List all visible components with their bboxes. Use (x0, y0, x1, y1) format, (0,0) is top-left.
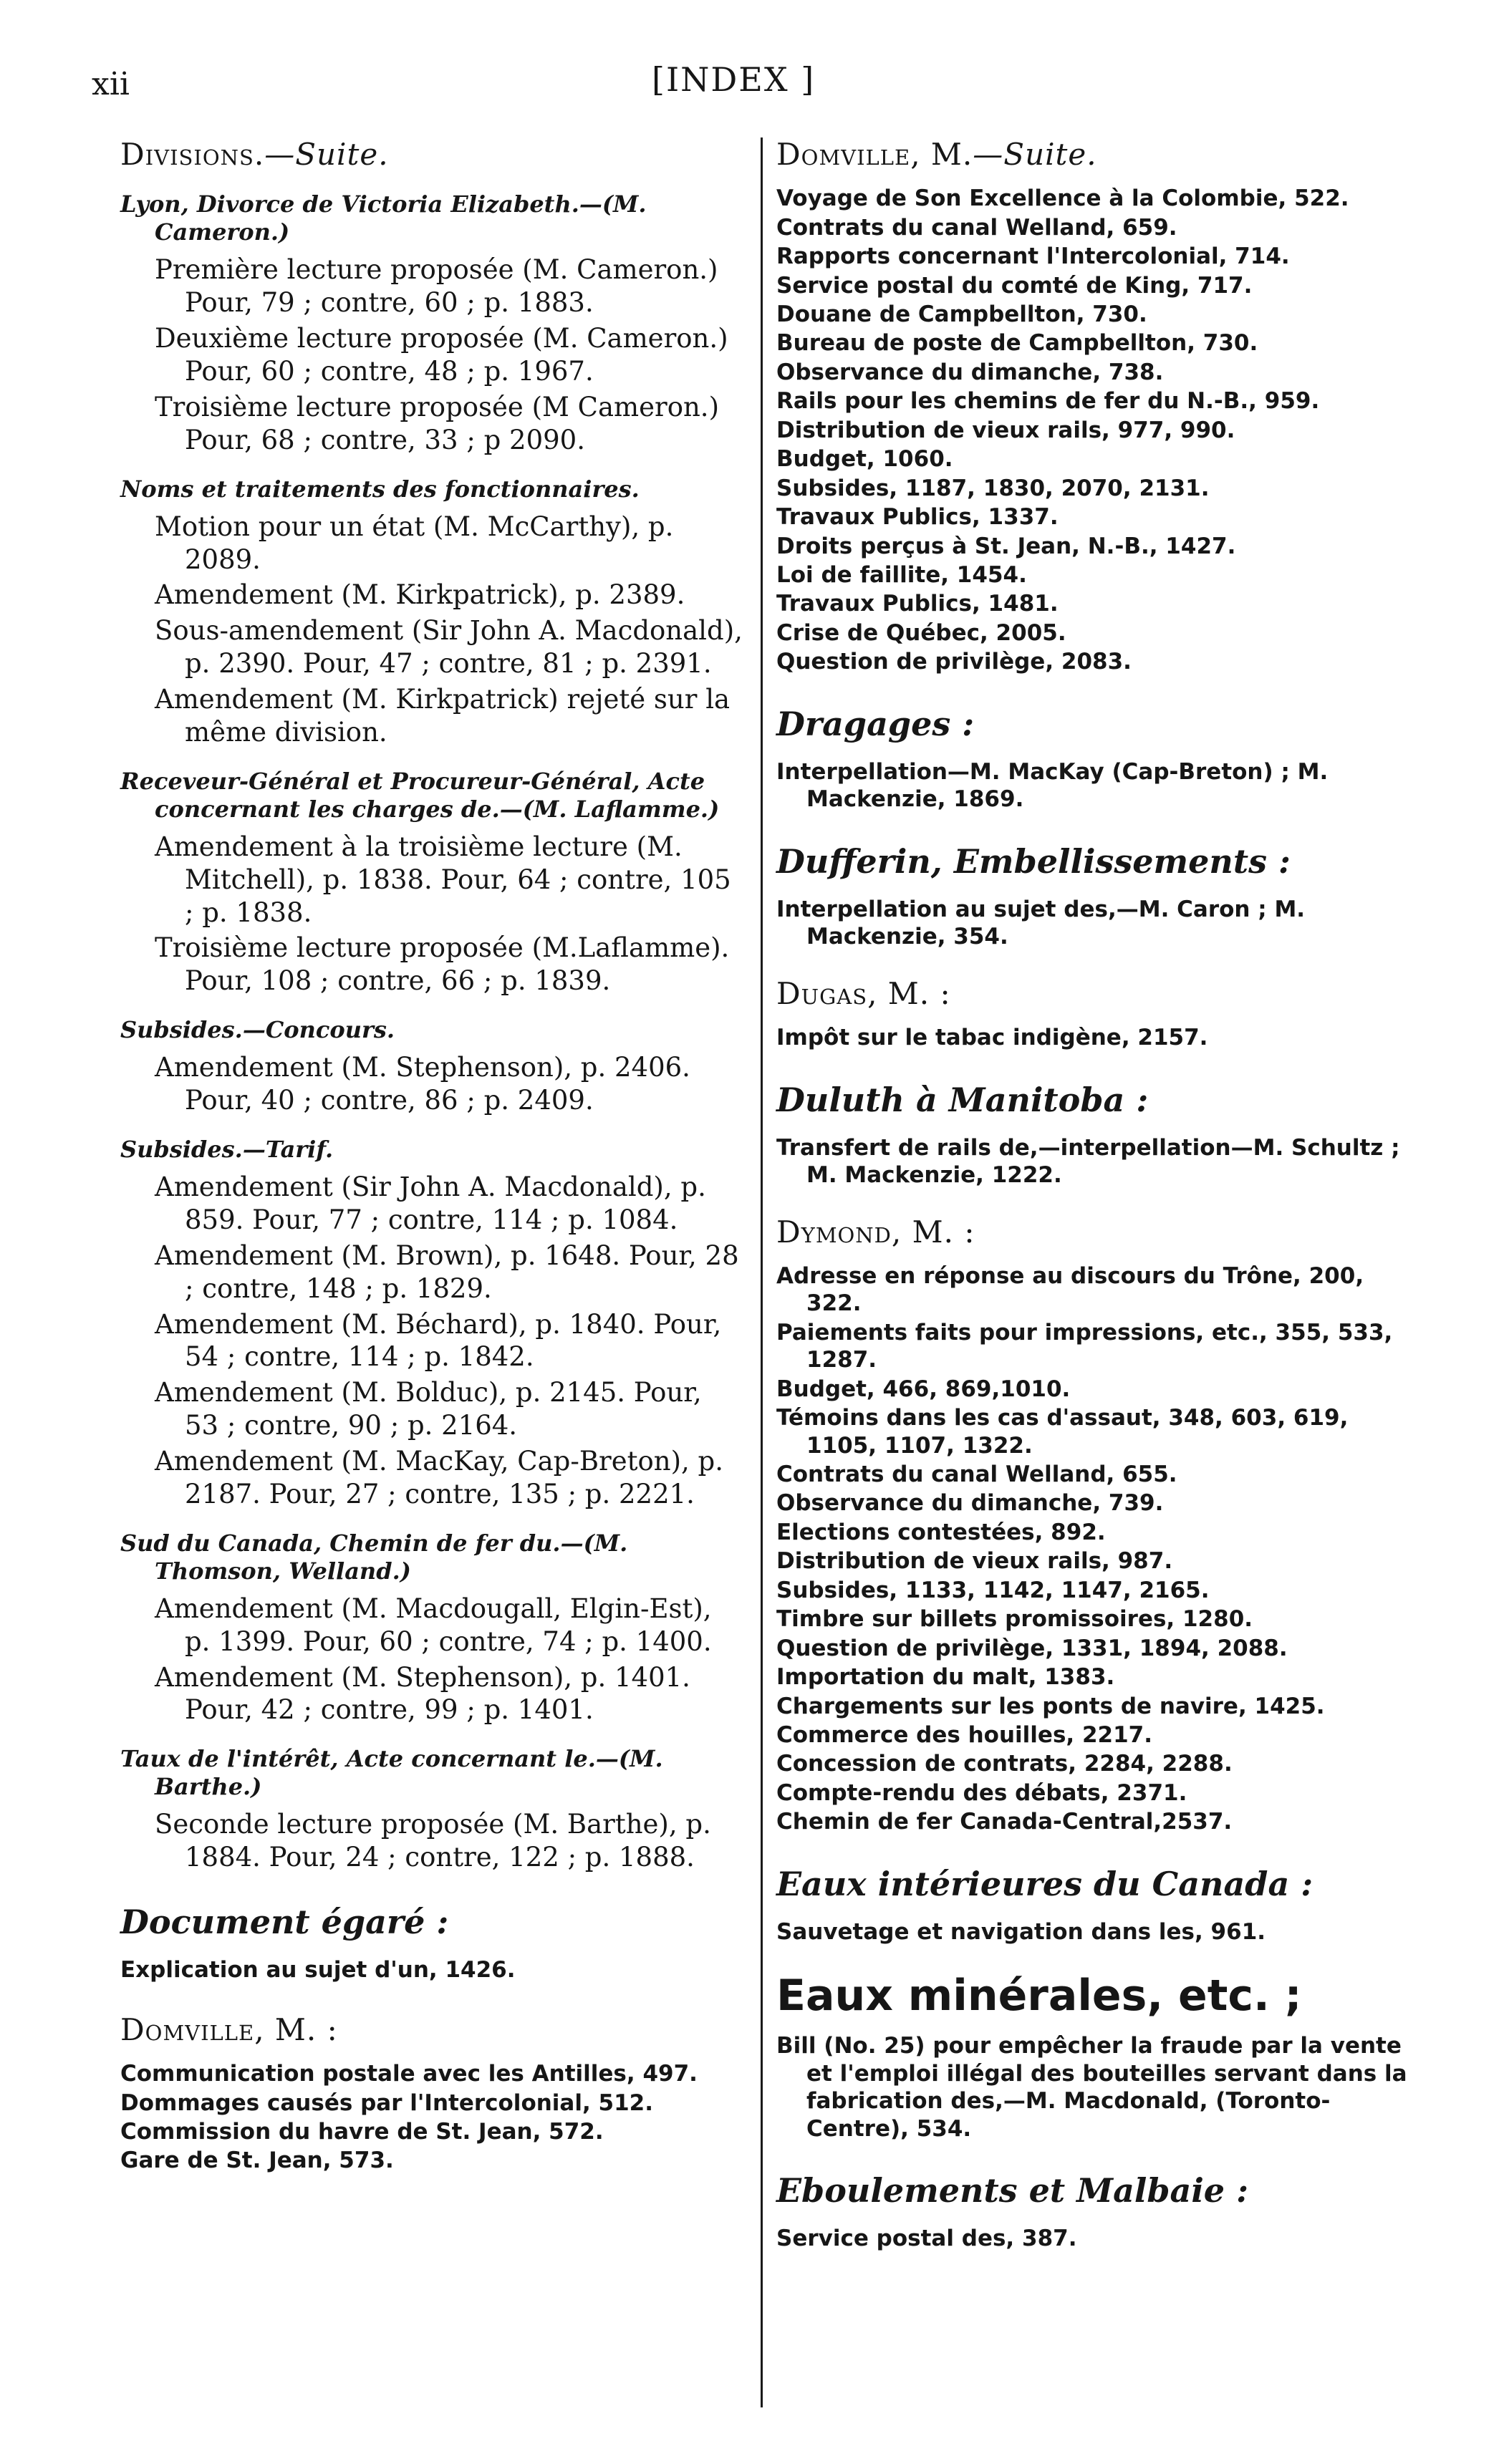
entry-dragages-1: Interpellation—M. MacKay (Cap-Breton) ; M. Mackenzie, 1869. (776, 758, 1329, 813)
sub-sud: Sud du Canada, Chemin de fer du.—(M. Thomson, Welland.) (120, 1529, 628, 1585)
entry-domville-suite-13: Droits perçus à St. Jean, N.-B., 1427. (776, 533, 1236, 559)
entry-dufferin-1: Interpellation au sujet des,—M. Caron ; M. Mackenzie, 354. (776, 896, 1306, 950)
entry-domville-suite-14: Loi de faillite, 1454. (776, 561, 1027, 588)
entry-eaux-minerales-1: Bill (No. 25) pour empêcher la fraude par la vente et l'emploi illégal des bouteilles servant dans la fabrication des,—M. Macdonald, (Toronto-Centre), 534. (776, 2033, 1407, 2142)
entry-domville-suite-5: Douane de Campbellton, 730. (776, 301, 1147, 328)
entry-sud-2: Amendement (M. Stephenson), p. 1401. Pour, 42 ; contre, 99 ; p. 1401. (155, 1661, 690, 1726)
entry-document-egare-1: Explication au sujet d'un, 1426. (120, 1957, 516, 1984)
entry-duluth-1: Transfert de rails de,—interpellation—M. Schultz ; M. Mackenzie, 1222. (776, 1134, 1400, 1189)
entry-dymond-2: Paiements faits pour impressions, etc., 355, 533, 1287. (776, 1319, 1393, 1373)
entry-domville-suite-10: Budget, 1060. (776, 446, 953, 473)
entry-domville-suite-11: Subsides, 1187, 1830, 2070, 2131. (776, 475, 1210, 501)
entry-lyon-2: Deuxième lecture proposée (M. Cameron.) Pour, 60 ; contre, 48 ; p. 1967. (155, 323, 728, 387)
entry-domville-1: Communication postale avec les Antilles, 497. (120, 2061, 698, 2087)
entry-domville-suite-12: Travaux Publics, 1337. (776, 504, 1059, 531)
entry-sud-1: Amendement (M. Macdougall, Elgin-Est), p. 1399. Pour, 60 ; contre, 74 ; p. 1400. (155, 1593, 712, 1657)
entry-dymond-1: Adresse en réponse au discours du Trône, 200, 322. (776, 1262, 1364, 1317)
entry-dymond-12: Importation du malt, 1383. (776, 1664, 1115, 1691)
heading-dragages: Dragages : (776, 704, 975, 743)
left-column (120, 137, 743, 2176)
entry-domville-2: Dommages causés par l'Intercolonial, 512. (120, 2089, 654, 2116)
entry-dymond-13: Chargements sur les ponts de navire, 1425. (776, 1693, 1325, 1719)
entry-noms-3: Sous-amendement (Sir John A. Macdonald), p. 2390. Pour, 47 ; contre, 81 ; p. 2391. (155, 615, 743, 680)
entry-tarif-4: Amendement (M. Bolduc), p. 2145. Pour, 53 ; contre, 90 ; p. 2164. (155, 1377, 702, 1441)
entry-dymond-7: Elections contestées, 892. (776, 1519, 1106, 1545)
heading-dufferin: Dufferin, Embellissements : (776, 841, 1291, 881)
heading-duluth: Duluth à Manitoba : (776, 1080, 1149, 1119)
entry-dugas-1: Impôt sur le tabac indigène, 2157. (776, 1025, 1208, 1051)
entry-domville-suite-3: Rapports concernant l'Intercolonial, 714. (776, 243, 1290, 270)
entry-noms-4: Amendement (M. Kirkpatrick) rejeté sur la même division. (155, 684, 731, 748)
entry-dymond-4: Témoins dans les cas d'assaut, 348, 603, 619, 1105, 1107, 1322. (776, 1405, 1349, 1459)
entry-dymond-3: Budget, 466, 869,1010. (776, 1376, 1071, 1402)
entry-domville-suite-17: Question de privilège, 2083. (776, 649, 1132, 675)
entry-lyon-1: Première lecture proposée (M. Cameron.) Pour, 79 ; contre, 60 ; p. 1883. (155, 254, 718, 319)
entry-tarif-1: Amendement (Sir John A. Macdonald), p. 859. Pour, 77 ; contre, 114 ; p. 1084. (155, 1171, 706, 1235)
entry-domville-suite-16: Crise de Québec, 2005. (776, 619, 1066, 646)
entry-dymond-11: Question de privilège, 1331, 1894, 2088. (776, 1635, 1288, 1661)
entry-dymond-16: Compte-rendu des débats, 2371. (776, 1779, 1187, 1806)
entry-tarif-2: Amendement (M. Brown), p. 1648. Pour, 28 ; contre, 148 ; p. 1829. (155, 1240, 739, 1304)
heading-domville: Domville, M. : (120, 2011, 338, 2047)
sub-lyon: Lyon, Divorce de Victoria Elizabeth.—(M. Cameron.) (120, 190, 647, 246)
right-column (776, 137, 1421, 2254)
entry-domville-suite-1: Voyage de Son Excellence à la Colombie, 522. (776, 185, 1349, 212)
entry-dymond-15: Concession de contrats, 2284, 2288. (776, 1751, 1233, 1777)
running-head: [INDEX ] (652, 60, 816, 99)
entry-eaux-interieures-1: Sauvetage et navigation dans les, 961. (776, 1918, 1266, 1945)
sub-tarif: Subsides.—Tarif. (120, 1135, 334, 1163)
entry-domville-suite-2: Contrats du canal Welland, 659. (776, 214, 1177, 241)
entry-eboulements-1: Service postal des, 387. (776, 2226, 1077, 2252)
heading-domville-suite-word: —Suite. (973, 137, 1097, 172)
entry-dymond-10: Timbre sur billets promissoires, 1280. (776, 1606, 1253, 1633)
entry-lyon-3: Troisième lecture proposée (M Cameron.) Pour, 68 ; contre, 33 ; p 2090. (155, 391, 720, 455)
entry-domville-suite-15: Travaux Publics, 1481. (776, 591, 1059, 617)
entry-domville-suite-9: Distribution de vieux rails, 977, 990. (776, 417, 1235, 443)
sub-noms: Noms et traitements des fonctionnaires. (120, 475, 640, 503)
entry-dymond-14: Commerce des houilles, 2217. (776, 1721, 1153, 1748)
heading-divisions-text: Divisions. (120, 137, 265, 172)
entry-taux-1: Seconde lecture proposée (M. Barthe), p. 1884. Pour, 24 ; contre, 122 ; p. 1888. (155, 1809, 711, 1873)
heading-domville-suite-text: Domville, M. (776, 137, 973, 172)
heading-eboulements: Eboulements et Malbaie : (776, 2171, 1249, 2211)
entry-receveur-2: Troisième lecture proposée (M.Laflamme). Pour, 108 ; contre, 66 ; p. 1839. (155, 932, 730, 997)
entry-domville-suite-7: Observance du dimanche, 738. (776, 359, 1164, 385)
entry-tarif-5: Amendement (M. MacKay, Cap-Breton), p. 2187. Pour, 27 ; contre, 135 ; p. 2221. (155, 1446, 723, 1509)
entry-receveur-1: Amendement à la troisième lecture (M. Mitchell), p. 1838. Pour, 64 ; contre, 105 ; p. 1838. (155, 831, 731, 928)
sub-concours: Subsides.—Concours. (120, 1016, 395, 1044)
heading-divisions (120, 137, 743, 172)
entry-noms-2: Amendement (M. Kirkpatrick), p. 2389. (155, 579, 685, 611)
heading-dymond: Dymond, M. : (776, 1214, 975, 1250)
heading-document-egare: Document égaré : (120, 1903, 449, 1942)
heading-eaux-minerales: Eaux minérales, etc. ; (776, 1971, 1302, 2021)
entry-domville-suite-8: Rails pour les chemins de fer du N.-B., 959. (776, 388, 1320, 415)
entry-dymond-6: Observance du dimanche, 739. (776, 1490, 1164, 1517)
heading-domville-suite (776, 137, 1421, 172)
sub-taux: Taux de l'intérêt, Acte concernant le.—(M. Barthe.) (120, 1745, 663, 1801)
entry-domville-suite-4: Service postal du comté de King, 717. (776, 272, 1253, 299)
entry-domville-3: Commission du havre de St. Jean, 572. (120, 2118, 604, 2145)
heading-dugas: Dugas, M. : (776, 975, 951, 1011)
heading-divisions-suite: —Suite. (264, 137, 389, 172)
heading-eaux-interieures: Eaux intérieures du Canada : (776, 1864, 1313, 1903)
page-folio: xii (92, 66, 130, 102)
entry-concours-1: Amendement (M. Stephenson), p. 2406. Pour, 40 ; contre, 86 ; p. 2409. (155, 1052, 690, 1116)
entry-dymond-9: Subsides, 1133, 1142, 1147, 2165. (776, 1577, 1210, 1603)
column-rule (761, 137, 763, 2407)
entry-dymond-17: Chemin de fer Canada-Central,2537. (776, 1809, 1233, 1835)
entry-dymond-8: Distribution de vieux rails, 987. (776, 1548, 1173, 1575)
entry-domville-4: Gare de St. Jean, 573. (120, 2147, 394, 2174)
entry-domville-suite-6: Bureau de poste de Campbellton, 730. (776, 330, 1258, 357)
entry-dymond-5: Contrats du canal Welland, 655. (776, 1462, 1177, 1488)
entry-tarif-3: Amendement (M. Béchard), p. 1840. Pour, 54 ; contre, 114 ; p. 1842. (155, 1308, 722, 1373)
sub-receveur: Receveur-Général et Procureur-Général, Acte concernant les charges de.—(M. Laflamme.) (120, 767, 720, 823)
entry-noms-1: Motion pour un état (M. McCarthy), p. 2089. (155, 511, 674, 575)
